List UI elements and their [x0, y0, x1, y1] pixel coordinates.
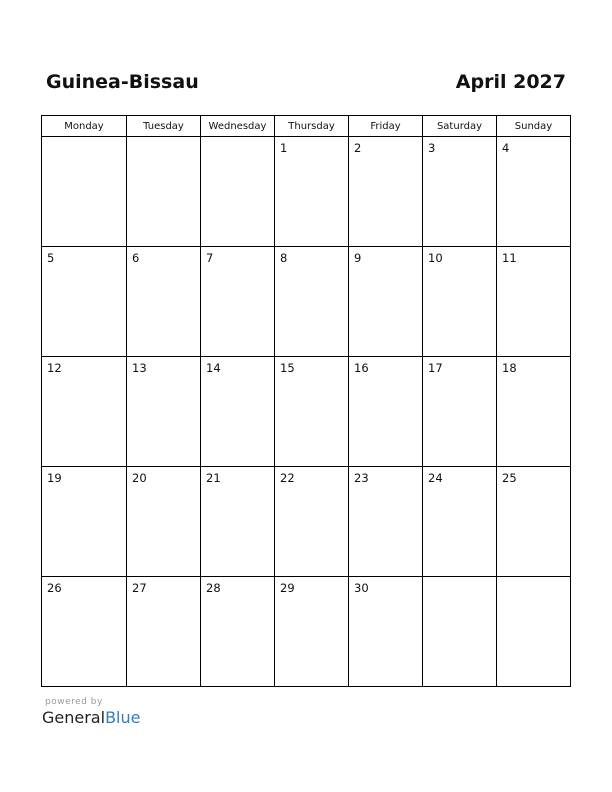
weekday-header: Thursday: [275, 116, 349, 137]
day-number: 20: [132, 471, 147, 485]
weekday-header: Monday: [42, 116, 127, 137]
day-cell: [42, 247, 127, 357]
day-cell: [127, 357, 201, 467]
day-number: [42, 137, 126, 141]
day-number: 15: [280, 361, 295, 375]
day-number: 11: [502, 251, 517, 265]
day-cell: [201, 467, 275, 577]
day-cell: [349, 137, 423, 247]
day-number: 22: [280, 471, 295, 485]
month-title: April 2027: [455, 71, 566, 93]
weekday-header: Wednesday: [201, 116, 275, 137]
day-number: 30: [354, 581, 369, 595]
day-number: 29: [280, 581, 295, 595]
weekday-header: Tuesday: [127, 116, 201, 137]
day-number: 5: [47, 251, 55, 265]
day-cell: [497, 247, 571, 357]
day-number: 19: [47, 471, 62, 485]
brand-general: General: [42, 708, 106, 727]
calendar-header: [46, 71, 566, 99]
calendar-grid: [41, 115, 571, 687]
day-cell: [42, 577, 127, 687]
day-cell: [349, 357, 423, 467]
day-cell: [423, 467, 497, 577]
day-cell: [275, 577, 349, 687]
day-cell: [497, 137, 571, 247]
weekday-header: Sunday: [497, 116, 571, 137]
day-number: [423, 577, 496, 581]
day-number: [127, 137, 200, 141]
day-cell: [127, 247, 201, 357]
day-cell: [423, 247, 497, 357]
day-number: [201, 137, 274, 141]
day-number: 28: [206, 581, 221, 595]
day-number: 25: [502, 471, 517, 485]
day-number: 2: [354, 141, 362, 155]
day-cell: [201, 357, 275, 467]
day-number: 27: [132, 581, 147, 595]
day-cell: [275, 357, 349, 467]
day-cell: [42, 357, 127, 467]
day-number: 1: [280, 141, 288, 155]
weekday-header: Friday: [349, 116, 423, 137]
day-cell: [423, 357, 497, 467]
brand-logo[interactable]: [42, 708, 140, 727]
day-number: 13: [132, 361, 147, 375]
day-cell: [275, 247, 349, 357]
week-row: [42, 137, 571, 247]
day-cell: [497, 357, 571, 467]
day-number: 26: [47, 581, 62, 595]
country-title: Guinea-Bissau: [46, 71, 199, 93]
powered-by-label: powered by: [45, 697, 103, 707]
week-row: [42, 467, 571, 577]
day-cell: [349, 467, 423, 577]
week-row: [42, 357, 571, 467]
day-cell: [201, 577, 275, 687]
day-cell: [275, 467, 349, 577]
day-cell: [127, 577, 201, 687]
day-number: 18: [502, 361, 517, 375]
weekday-header-row: [42, 116, 571, 137]
weekday-header: Saturday: [423, 116, 497, 137]
day-number: 16: [354, 361, 369, 375]
day-number: 21: [206, 471, 221, 485]
day-number: 6: [132, 251, 140, 265]
day-cell: [423, 137, 497, 247]
day-number: 3: [428, 141, 436, 155]
day-cell: [127, 137, 201, 247]
day-cell: [42, 467, 127, 577]
day-cell: [497, 577, 571, 687]
day-cell: [42, 137, 127, 247]
day-cell: [423, 577, 497, 687]
week-row: [42, 577, 571, 687]
day-number: 14: [206, 361, 221, 375]
day-number: 23: [354, 471, 369, 485]
day-number: 24: [428, 471, 443, 485]
brand-blue: Blue: [105, 708, 141, 727]
day-cell: [201, 137, 275, 247]
day-number: 7: [206, 251, 214, 265]
day-number: [497, 577, 570, 581]
day-number: 4: [502, 141, 510, 155]
week-row: [42, 247, 571, 357]
day-cell: [127, 467, 201, 577]
day-number: 12: [47, 361, 62, 375]
day-number: 8: [280, 251, 288, 265]
day-number: 17: [428, 361, 443, 375]
day-number: 9: [354, 251, 362, 265]
day-cell: [349, 577, 423, 687]
day-cell: [497, 467, 571, 577]
day-cell: [201, 247, 275, 357]
day-cell: [275, 137, 349, 247]
day-number: 10: [428, 251, 443, 265]
footer-branding: [42, 697, 140, 727]
day-cell: [349, 247, 423, 357]
